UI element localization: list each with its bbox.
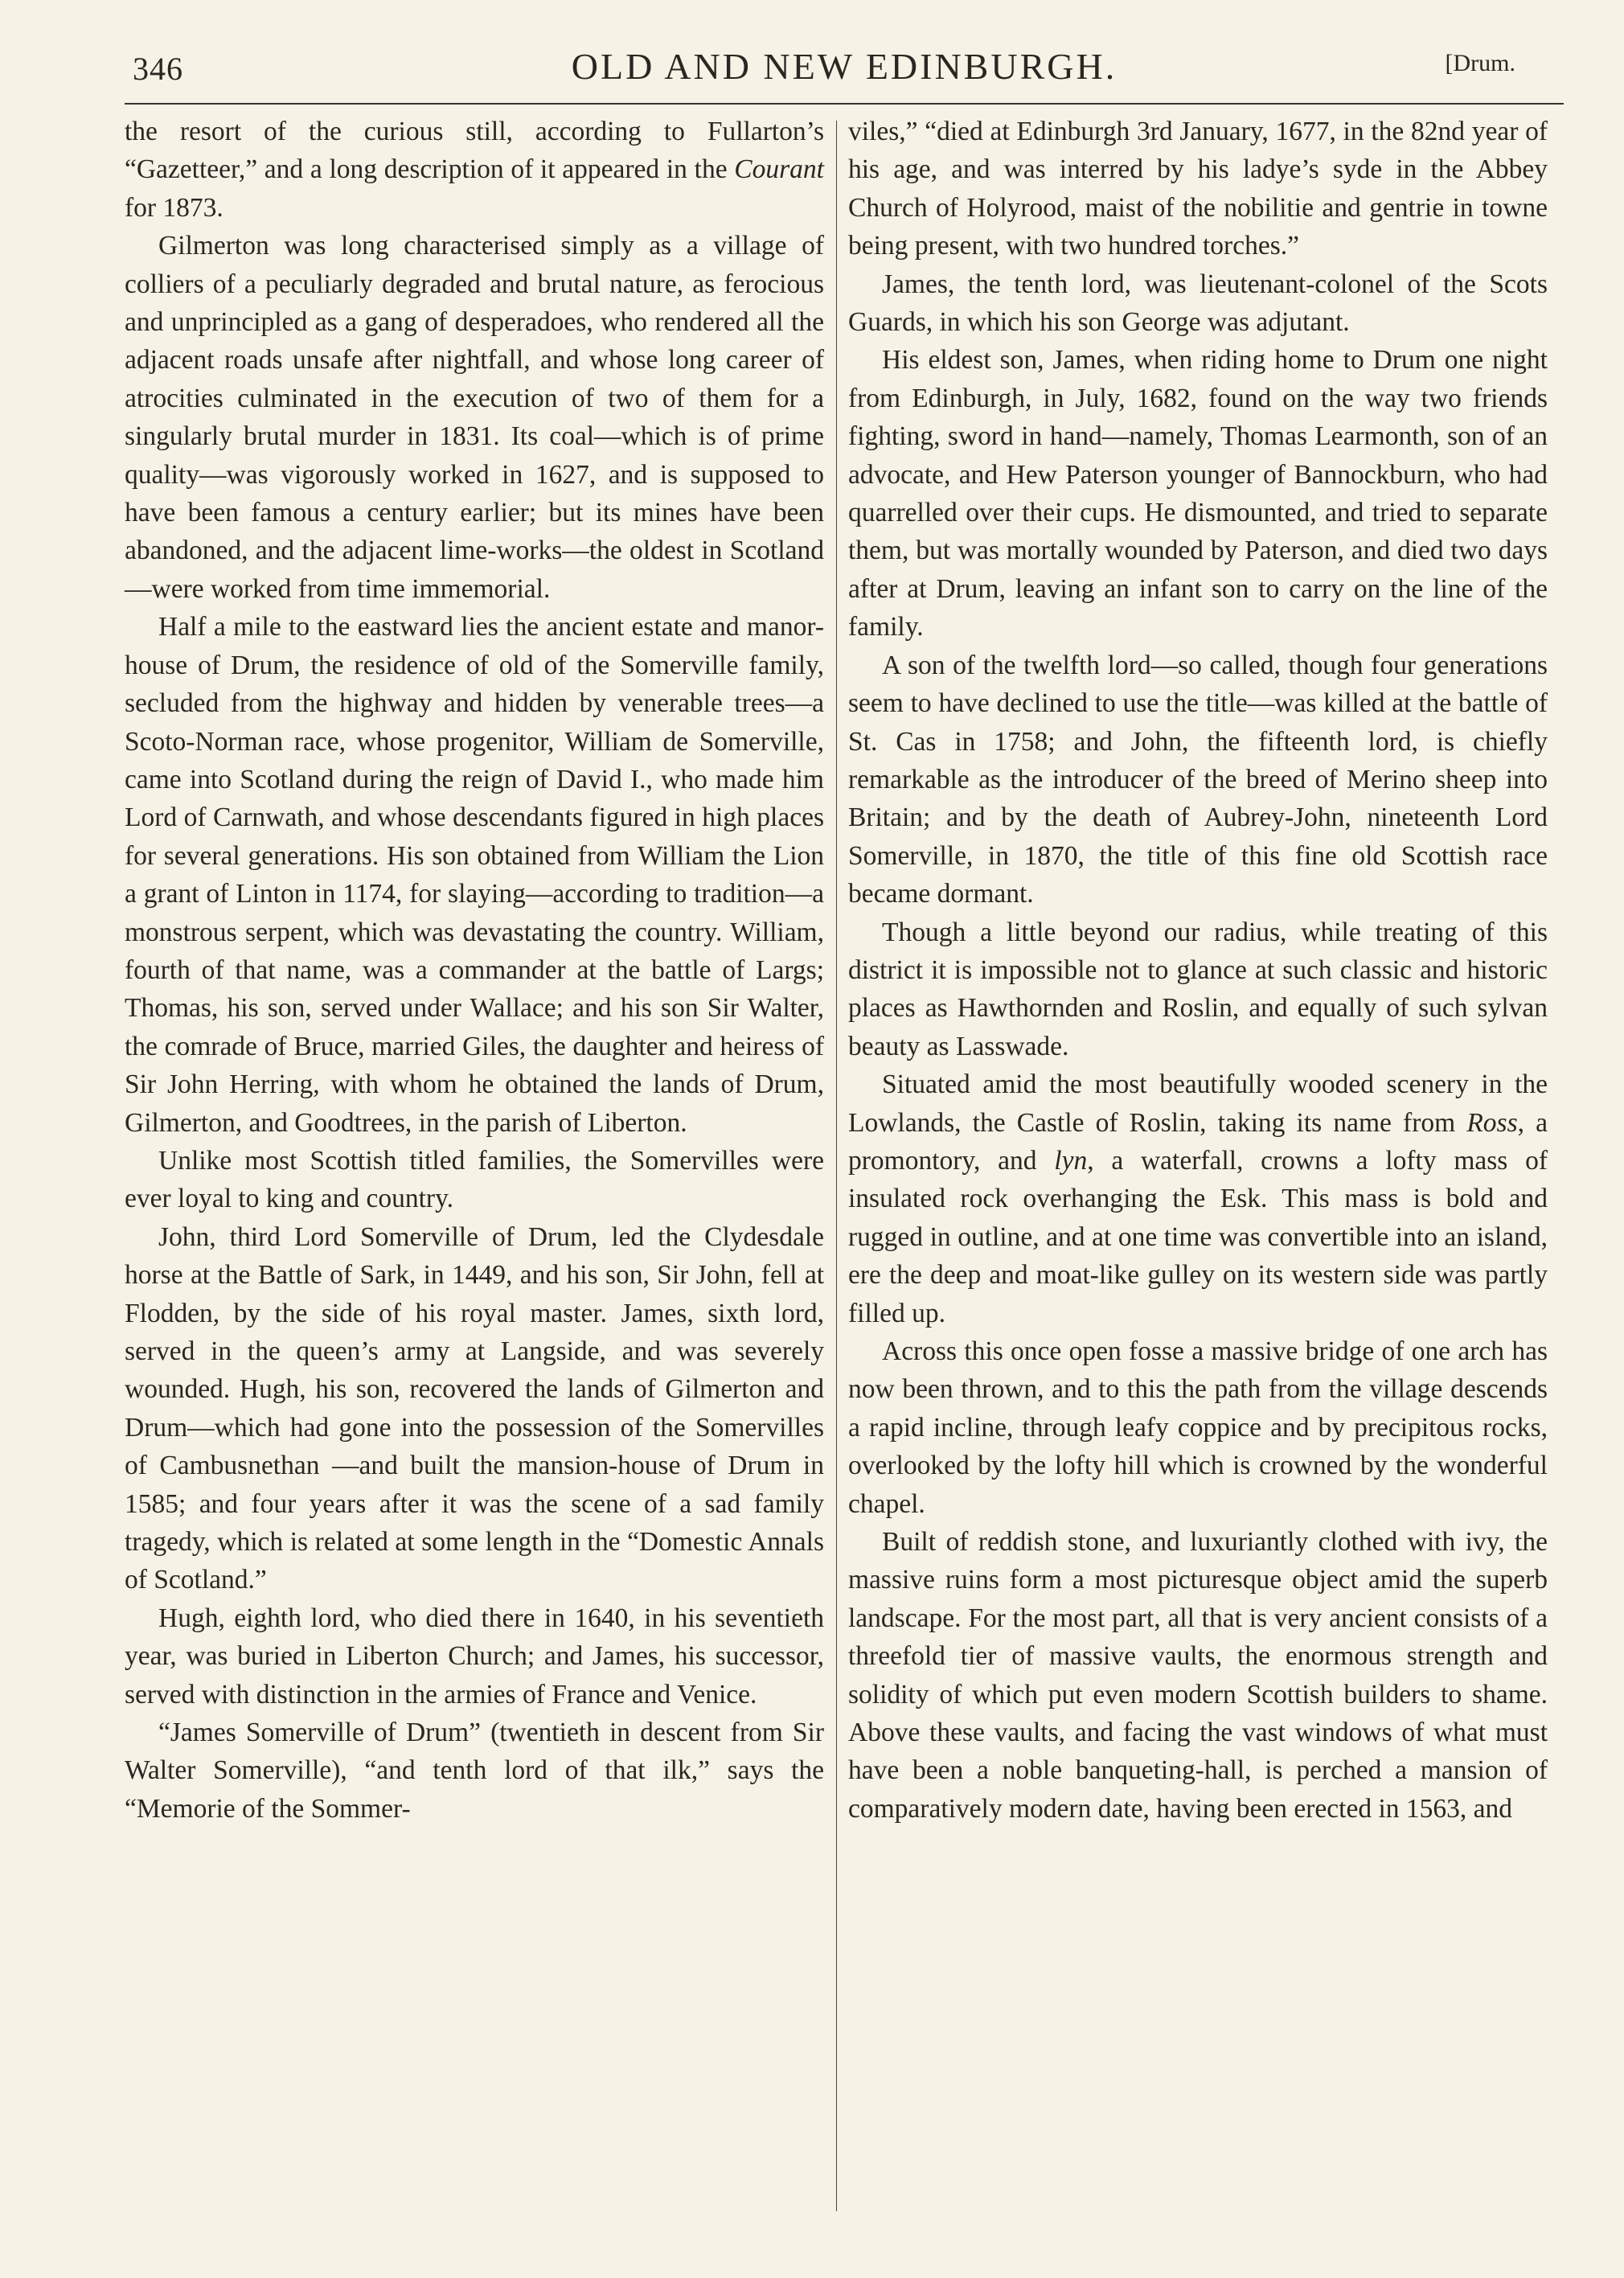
paragraph: Across this once open fosse a massive bridge of one arch has now been thrown, and to this the path from the village descends a rapid incline, through leafy coppice and by precipitous rocks, overlooked by the lofty hill which is crowned by the wonderful chapel.: [848, 1336, 1548, 1519]
paragraph: Unlike most Scottish titled families, the Somervilles were ever loyal to king and country.: [125, 1145, 824, 1214]
paragraph: Hugh, eighth lord, who died there in 1640, in his seventieth year, was buried in Liberton Church; and James, his successor, served with distinction in the armies of France and Venice.: [125, 1603, 824, 1710]
paragraph: the resort of the curious still, according to Fullarton’s “Gazetteer,” and a long description of it appeared in the Courant for 1873.: [125, 117, 824, 223]
paragraph: Built of reddish stone, and luxuriantly clothed with ivy, the massive ruins form a most picturesque object amid the superb landscape. For the most part, all that is very ancient consists of a threefold tier of massive vaults, the enormous strength and solidity of which put even modern Scottish builders to shame. Above these vaults, and facing the vast windows of what must have been a noble banqueting-hall, is perched a mansion of comparatively modern date, having been erected in 1563, and: [848, 1527, 1548, 1824]
italic-title: Courant: [734, 154, 824, 185]
paragraph: “James Somerville of Drum” (twentieth in descent from Sir Walter Somerville), “and tenth lord of that ilk,” says the “Memorie of the Sommer-: [125, 1718, 824, 1824]
paragraph: James, the tenth lord, was lieutenant-colonel of the Scots Guards, in which his son George was adjutant.: [848, 269, 1548, 338]
running-title: OLD AND NEW EDINBURGH.: [571, 46, 1118, 87]
column-divider: [836, 121, 837, 2211]
text-columns: [125, 113, 1564, 2235]
italic-word: lyn: [1054, 1145, 1088, 1176]
paragraph: John, third Lord Somerville of Drum, led the Clydesdale horse at the Battle of Sark, in 1449, and his son, Sir John, fell at Flodden, by the side of his royal master. James, sixth lord, served in the queen’s army at Langside, and was severely wounded. Hugh, his son, recovered the lands of Gilmerton and Drum—which had gone into the possession of the Somervilles of Cambusnethan —and built the mansion-house of Drum in 1585; and four years after it was the scene of a sad family tragedy, which is related at some length in the “Domestic Annals of Scotland.”: [125, 1221, 824, 1595]
page-header: [125, 32, 1564, 113]
paragraph: A son of the twelfth lord—so called, though four generations seem to have declined to use the title—was killed at the battle of St. Cas in 1758; and John, the fifteenth lord, is chiefly remarkable as the introducer of the breed of Merino sheep into Britain; and by the death of Aubrey-John, nineteenth Lord Somerville, in 1870, the title of this fine old Scottish race became dormant.: [848, 650, 1548, 909]
section-mark: [Drum.: [1445, 50, 1515, 76]
paragraph: Situated amid the most beautifully wooded scenery in the Lowlands, the Castle of Roslin, taking its name from Ross, a promontory, and lyn, a waterfall, crowns a lofty mass of insulated rock overhanging the Esk. This mass is bold and rugged in outline, and at one time was convertible into an island, ere the deep and moat-like gulley on its western side was partly filled up.: [848, 1069, 1548, 1328]
italic-word: Ross: [1466, 1107, 1518, 1138]
book-page: [125, 32, 1564, 2251]
paragraph: viles,” “died at Edinburgh 3rd January, 1677, in the 82nd year of his age, and was interred by his ladye’s syde in the Abbey Church of Holyrood, maist of the nobilitie and gentrie in towne being present, with two hundred torches.”: [848, 117, 1548, 261]
paragraph: Gilmerton was long characterised simply as a village of colliers of a peculiarly degraded and brutal nature, as ferocious and unprincipled as a gang of desperadoes, who rendered all the adjacent roads unsafe after nightfall, and whose long career of atrocities culminated in the execution of two of them for a singularly brutal murder in 1831. Its coal—which is of prime quality—was vigorously worked in 1627, and is supposed to have been famous a century earlier; but its mines have been abandoned, and the adjacent lime-works—the oldest in Scotland—were worked from time immemorial.: [125, 231, 824, 604]
right-column: [848, 113, 1548, 1828]
page-number: 346: [133, 51, 183, 87]
paragraph: Though a little beyond our radius, while treating of this district it is impossible not to glance at such classic and historic places as Hawthornden and Roslin, and equally of such sylvan beauty as Lasswade.: [848, 917, 1548, 1061]
paragraph: His eldest son, James, when riding home to Drum one night from Edinburgh, in July, 1682, found on the way two friends fighting, sword in hand—namely, Thomas Learmonth, son of an advocate, and Hew Paterson younger of Bannockburn, who had quarrelled over their cups. He dismounted, and tried to separate them, but was mortally wounded by Paterson, and died two days after at Drum, leaving an infant son to carry on the line of the family.: [848, 345, 1548, 642]
paragraph: Half a mile to the eastward lies the ancient estate and manor-house of Drum, the residence of old of the Somerville family, secluded from the highway and hidden by venerable trees—a Scoto-Norman race, whose progenitor, William de Somerville, came into Scotland during the reign of David I., who made him Lord of Carnwath, and whose descendants figured in high places for several generations. His son obtained from William the Lion a grant of Linton in 1174, for slaying—according to tradition—a monstrous serpent, which was devastating the country. William, fourth of that name, was a commander at the battle of Largs; Thomas, his son, served under Wallace; and his son Sir Walter, the comrade of Bruce, married Giles, the daughter and heiress of Sir John Herring, with whom he obtained the lands of Drum, Gilmerton, and Goodtrees, in the parish of Liberton.: [125, 612, 824, 1138]
header-rule: [125, 103, 1564, 105]
left-column: [125, 113, 824, 1828]
